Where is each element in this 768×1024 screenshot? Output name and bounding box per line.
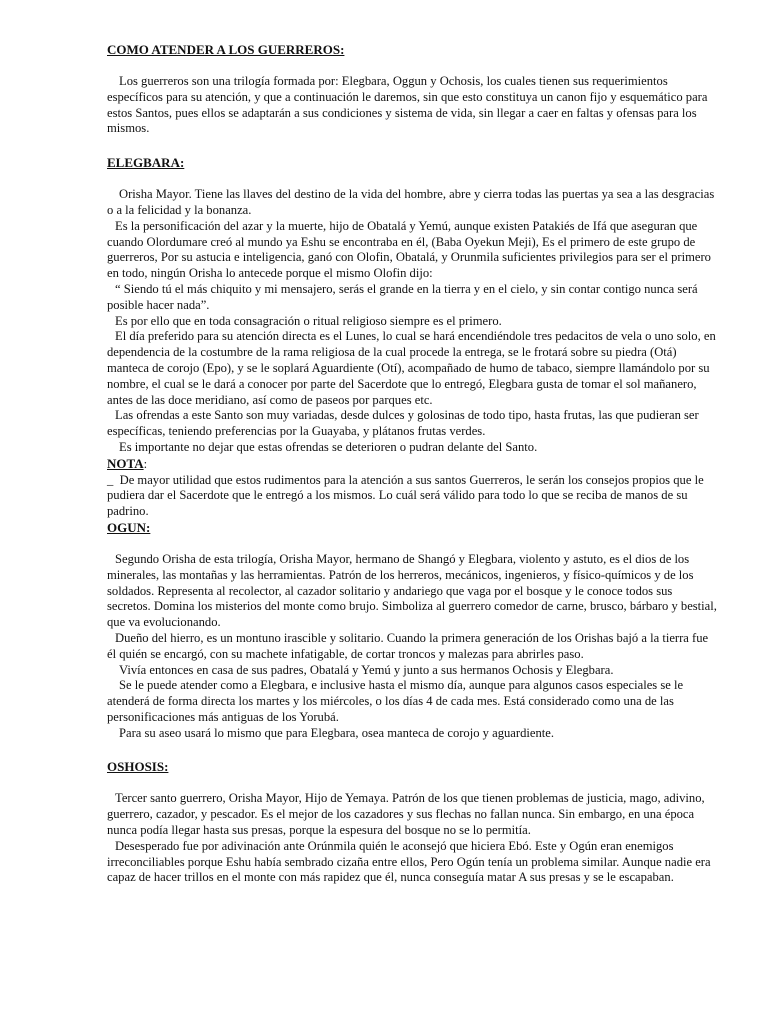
oshosis-paragraph-2: Desesperado fue por adivinación ante Orúnmila quién le aconsejó que hiciera Ebó. Este y Ogún eran enemigos irreconciliables porque Eshu había sembrado cizaña entre ellos, Pero Ogún tenía un problema similar. Aunque nadie era capaz de hacer trillos en el monte con más rapidez que él, nunca conseguía matar A sus presas y se le escapaban.	[107, 838, 711, 885]
elegbara-paragraph-2: Es la personificación del azar y la muerte, hijo de Obatalá y Yemú, aunque existen Patakiés de Ifá que aseguran que cuando Olordumare creó al mundo ya Eshu se encontraba en él, (Baba Oyekun Meji), Es el primero de este grupo de guerreros, Por su astucia e inteligencia, ganó con Olofin, Obatalá, y Orunmila suficientes privilegios para ser el primero en todo, ningún Orisha lo antecede porque el mismo Olofin dijo:	[107, 218, 711, 281]
nota-paragraph	[107, 473, 719, 520]
document-page	[107, 42, 719, 886]
elegbara-paragraph-6: Las ofrendas a este Santo son muy variadas, desde dulces y golosinas de todo tipo, hasta frutas, las que pudieran ser específicas, teniendo preferencias por la Guayaba, y plátanos frutas verdes.	[107, 408, 699, 439]
nota-bullet: _	[107, 472, 114, 487]
elegbara-paragraph-5: El día preferido para su atención directa es el Lunes, lo cual se hará encendiéndole tres pedacitos de vela o uno solo, en dependencia de la costumbre de la rama religiosa de la cual procede la entrega, se le frotará sobre su piedra (Otá) manteca de corojo (Epo), y se le soplará Aguardiente (Otí), acompañado de humo de tabaco, siempre llamándolo por su nombre, el cual se le dará a conocer por parte del Sacerdote que lo entregó, Elegbara gusta de tomar el sol mañanero, antes de las doce meridiano, así como de paseos por parques etc.	[107, 329, 716, 407]
nota-heading-line	[107, 456, 719, 473]
elegbara-paragraph-4: Es por ello que en toda consagración o ritual religioso siempre es el primero.	[115, 313, 502, 328]
ogun-paragraph-5: Para su aseo usará lo mismo que para Elegbara, osea manteca de corojo y aguardiente.	[119, 725, 555, 740]
elegbara-paragraph-1: Orisha Mayor. Tiene las llaves del destino de la vida del hombre, abre y cierra todas las puertas ya sea a las desgracias o a la felicidad y la bonanza.	[107, 187, 715, 217]
nota-colon: :	[143, 456, 148, 471]
elegbara-paragraph-3: “ Siendo tú el más chiquito y mi mensajero, serás el grande en la tierra y en el cielo, y sin contar contigo nunca será posible hacer nada”.	[107, 281, 698, 312]
oshosis-paragraph-1: Tercer santo guerrero, Orisha Mayor, Hijo de Yemaya. Patrón de los que tienen problemas de justicia, mago, adivino, guerrero, cazador, y pescador. Es el mejor de los cazadores y sus flechas no fallan nunca. Sin embargo, en una época nunca podía llegar hasta sus presas, porque la espesura del bosque no se lo permitía.	[107, 791, 705, 838]
nota-heading: NOTA	[107, 455, 144, 471]
oshosis-heading: OSHOSIS:	[107, 759, 169, 775]
document-title: COMO ATENDER A LOS GUERREROS:	[107, 42, 345, 57]
nota-text: De mayor utilidad que estos rudimentos para la atención a sus santos Guerreros, le serán los consejos propios que le pudiera dar el Sacerdote que le entregó a los mismos. Lo cuál será válido para todo lo que se reciba de manos de su padrino.	[107, 472, 704, 519]
ogun-paragraph-1: Segundo Orisha de esta trilogía, Orisha Mayor, hermano de Shangó y Elegbara, violento y astuto, es el dios de los minerales, las montañas y las herramientas. Patrón de los herreros, mecánicos, ingenieros, y físico-químicos y de los soldados. Representa al recolector, al cazador solitario y andariego que vaga por el bosque y le conoce todos sus secretos. Domina los misterios del monte como brujo. Simboliza al guerrero comedor de carne, brusco, bárbaro y bestial, que va evolucionando.	[107, 551, 717, 630]
ogun-heading: OGUN:	[107, 519, 151, 535]
ogun-paragraph-4: Se le puede atender como a Elegbara, e inclusive hasta el mismo día, aunque para algunos casos especiales se le atenderá de forma directa los martes y los miércoles, o los días 4 de cada mes. Está considerado como una de las personificaciones más antiguas de los Yorubá.	[107, 678, 684, 724]
intro-paragraph: Los guerreros son una trilogía formada por: Elegbara, Oggun y Ochosis, los cuales tienen sus requerimientos específicos para su atención, y que a continuación le daremos, sin que esto constituya un canon fijo y esquemático para estos Santos, pues ellos se adaptarán a sus condiciones y sistema de vida, sin llegar a caer en faltas y ofensas para los mismos.	[107, 74, 708, 136]
ogun-paragraph-2: Dueño del hierro, es un montuno irascible y solitario. Cuando la primera generación de los Orishas bajó a la tierra fue él quién se encargó, con su machete infatigable, de cortar troncos y malezas para abrirles paso.	[107, 630, 709, 661]
elegbara-heading: ELEGBARA:	[107, 155, 185, 171]
elegbara-paragraph-7: Es importante no dejar que estas ofrendas se deterioren o pudran delante del Santo.	[119, 439, 538, 454]
ogun-paragraph-3: Vivía entonces en casa de sus padres, Obatalá y Yemú y junto a sus hermanos Ochosis y Elegbara.	[119, 662, 614, 677]
